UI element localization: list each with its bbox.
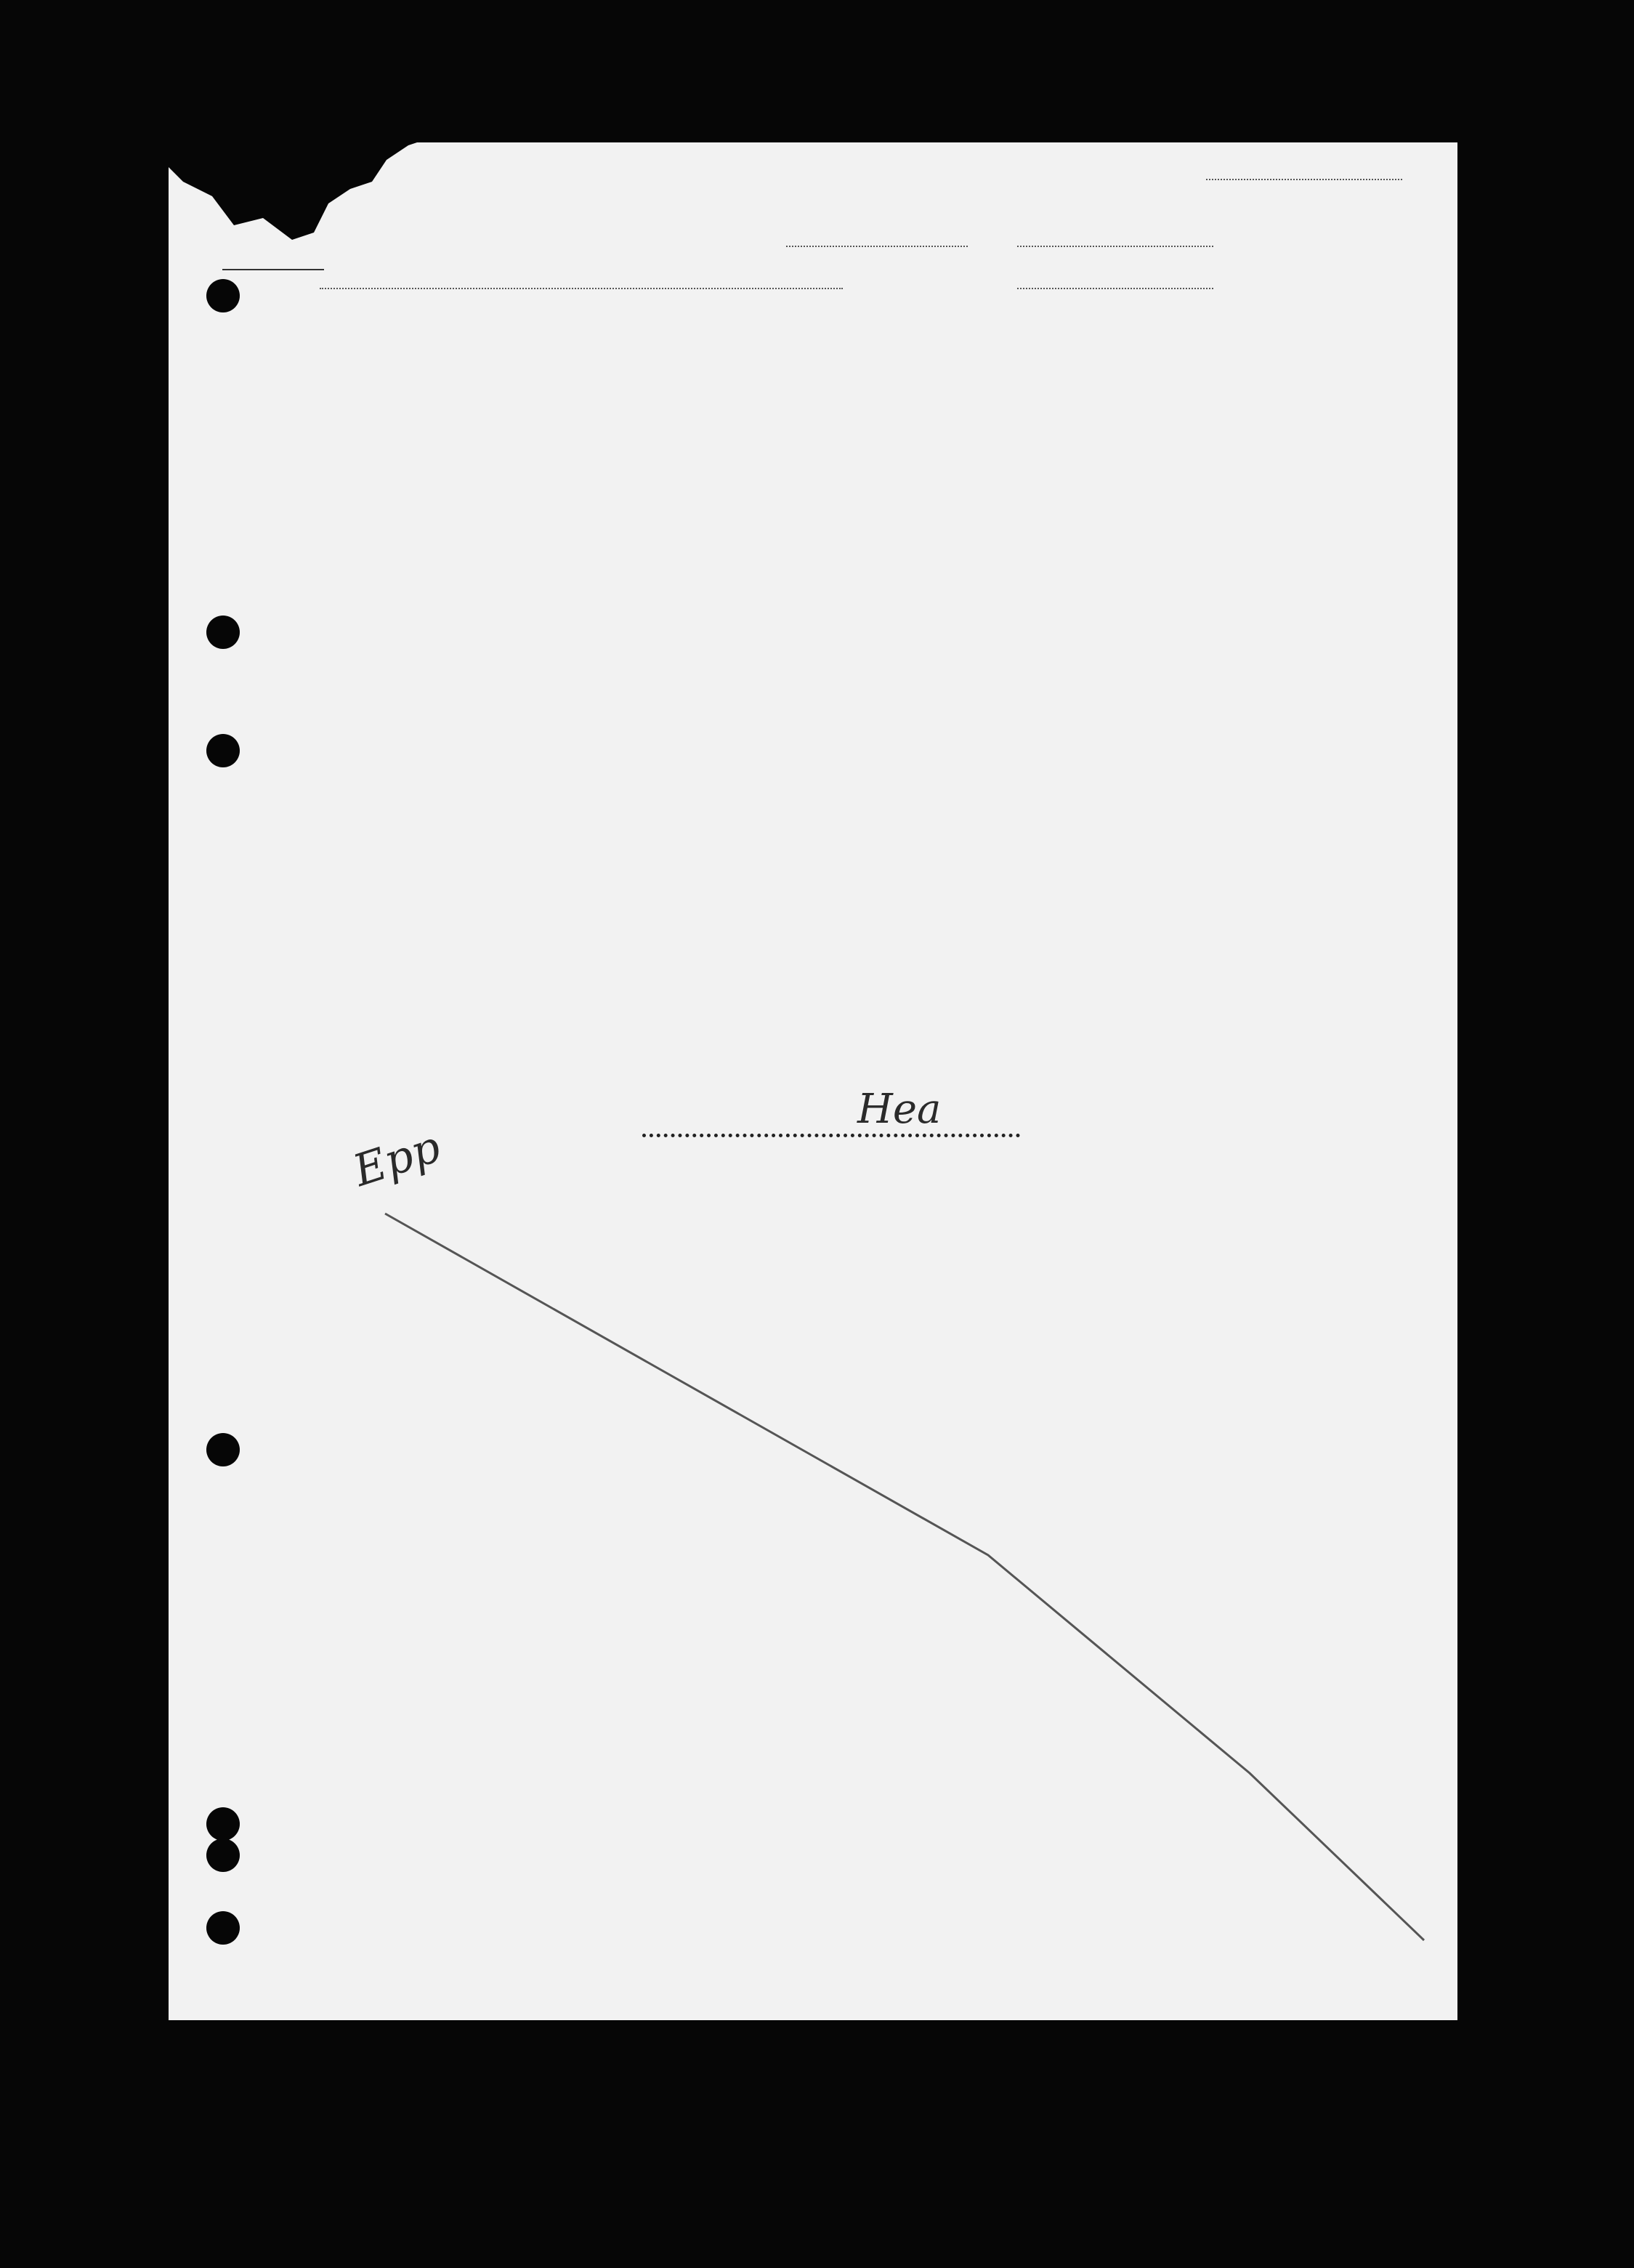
inspector-signature: Epp — [347, 1121, 447, 1197]
purser-signature: Hea — [857, 1086, 942, 1133]
